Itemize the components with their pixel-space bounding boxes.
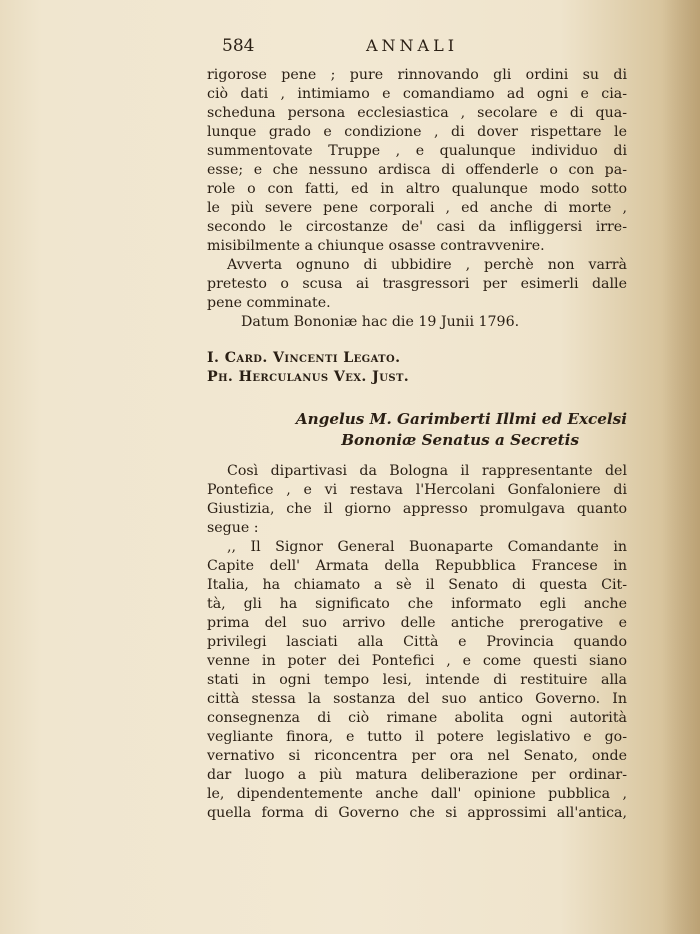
secretary-line-2: Bononiæ Senatus a Secretis — [341, 431, 579, 449]
text-line: pretesto o scusa ai trasgressori per esimerli dalle — [207, 276, 627, 292]
secretary-signature — [207, 409, 627, 451]
text-line: venne in poter dei Pontefici , e come questi siano — [207, 653, 627, 669]
text-line: quella forma di Governo che si approssimi all'antica, — [207, 805, 627, 821]
text-line: role o con fatti, ed in altro qualunque modo sotto — [207, 181, 627, 197]
text-line: stati in ogni tempo lesi, intende di restituire alla — [207, 672, 627, 688]
text-line: Capite dell' Armata della Repubblica Francese in — [207, 558, 627, 574]
text-line: ,, Il Signor General Buonaparte Comandante in — [227, 539, 627, 555]
text-line: le, dipendentemente anche dall' opinione pubblica , — [207, 786, 627, 802]
page-edge-shadow — [662, 0, 700, 934]
text-line: Così dipartivasi da Bologna il rappresentante del — [227, 463, 627, 479]
page-number: 584 — [222, 36, 255, 56]
text-line: Italia, ha chiamato a sè il Senato di questa Cit- — [207, 577, 627, 593]
text-line: Avverta ognuno di ubbidire , perchè non varrà — [227, 257, 627, 273]
text-line: misibilmente a chiunque osasse contravvenire. — [207, 238, 545, 254]
date-line: Datum Bononiæ hac die 19 Junii 1796. — [241, 314, 520, 330]
text-line: Giustizia, che il giorno appresso promulgava quanto — [207, 501, 627, 517]
text-line: ciò dati , intimiamo e comandiamo ad ogni e cia- — [207, 86, 627, 102]
text-line: scheduna persona ecclesiastica , secolare e di qua- — [207, 105, 627, 121]
text-line: pene comminate. — [207, 295, 331, 311]
text-line: summentovate Truppe , e qualunque individuo di — [207, 143, 627, 159]
text-line: dar luogo a più matura deliberazione per ordinar- — [207, 767, 627, 783]
text-line: privilegi lasciati alla Città e Provincia quando — [207, 634, 627, 650]
signature-legate: I. Card. Vincenti Legato. — [207, 350, 401, 366]
decree-text — [207, 66, 627, 332]
secretary-line-1: Angelus M. Garimberti Illmi ed Excelsi — [295, 410, 627, 428]
text-line: città stessa la sostanza del suo antico Governo. In — [207, 691, 627, 707]
text-line: esse; e che nessuno ardisca di offenderle o con pa- — [207, 162, 627, 178]
text-line: le più severe pene corporali , ed anche di morte , — [207, 200, 627, 216]
text-line: consegnenza di ciò rimane abolita ogni autorità — [207, 710, 627, 726]
signature-gonfaloniere: Ph. Herculanus Vex. Just. — [207, 369, 410, 385]
text-line: prima del suo arrivo delle antiche prerogative e — [207, 615, 627, 631]
narrative-text — [207, 462, 627, 823]
running-title: ANNALI — [366, 36, 459, 55]
text-line: tà, gli ha significato che informato egli anche — [207, 596, 627, 612]
signatures — [207, 349, 627, 387]
text-line: vegliante finora, e tutto il potere legislativo e go- — [207, 729, 627, 745]
text-line: lunque grado e condizione , di dover rispettare le — [207, 124, 627, 140]
text-line: segue : — [207, 520, 259, 536]
text-line: Pontefice , e vi restava l'Hercolani Gonfaloniere di — [207, 482, 627, 498]
text-line: vernativo si riconcentra per ora nel Senato, onde — [207, 748, 627, 764]
page-header — [0, 36, 700, 60]
text-line: secondo le circostanze de' casi da infliggersi irre- — [207, 219, 627, 235]
text-line: rigorose pene ; pure rinnovando gli ordini su di — [207, 67, 627, 83]
